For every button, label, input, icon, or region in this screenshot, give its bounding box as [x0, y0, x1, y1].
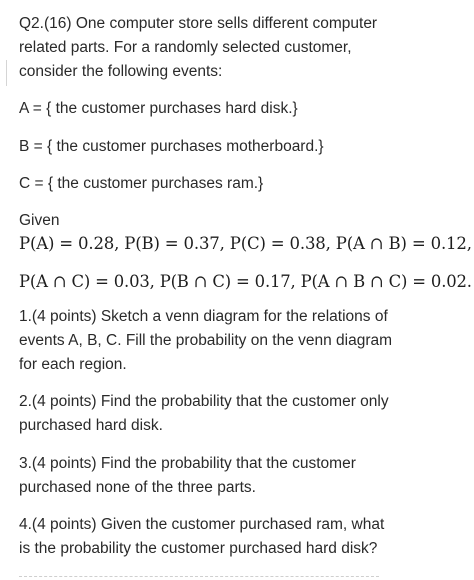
bottom-divider [19, 576, 379, 577]
event-c: C = { the customer purchases ram.} [19, 175, 264, 192]
part-1-line-1: 1.(4 points) Sketch a venn diagram for the relations of [19, 308, 388, 325]
part-3-line-1: 3.(4 points) Find the probability that the customer [19, 455, 356, 472]
part-2-line-1: 2.(4 points) Find the probability that the customer only [19, 393, 389, 410]
part-2-line-2: purchased hard disk. [19, 417, 163, 434]
intro-line-1: Q2.(16) One computer store sells different computer [19, 15, 378, 32]
part-1-line-3: for each region. [19, 356, 127, 373]
part-4-line-1: 4.(4 points) Given the customer purchased ram, what [19, 516, 385, 533]
part-3-line-2: purchased none of the three parts. [19, 479, 256, 496]
part-1-line-2: events A, B, C. Fill the probability on the venn diagram [19, 332, 393, 349]
event-a: A = { the customer purchases hard disk.} [19, 100, 298, 117]
intro-line-2: related parts. For a randomly selected customer, [19, 39, 352, 56]
event-b: B = { the customer purchases motherboard.} [19, 138, 324, 155]
math-line-1: P(A) = 0.28, P(B) = 0.37, P(C) = 0.38, P(A ∩ B) = 0.12, [19, 234, 472, 254]
part-4-line-2: is the probability the customer purchased hard disk? [19, 540, 378, 557]
given-label: Given [19, 212, 60, 229]
math-line-2: P(A ∩ C) = 0.03, P(B ∩ C) = 0.17, P(A ∩ B ∩ C) = 0.02. [19, 272, 472, 292]
left-divider [6, 60, 7, 86]
intro-line-3: consider the following events: [19, 63, 223, 80]
